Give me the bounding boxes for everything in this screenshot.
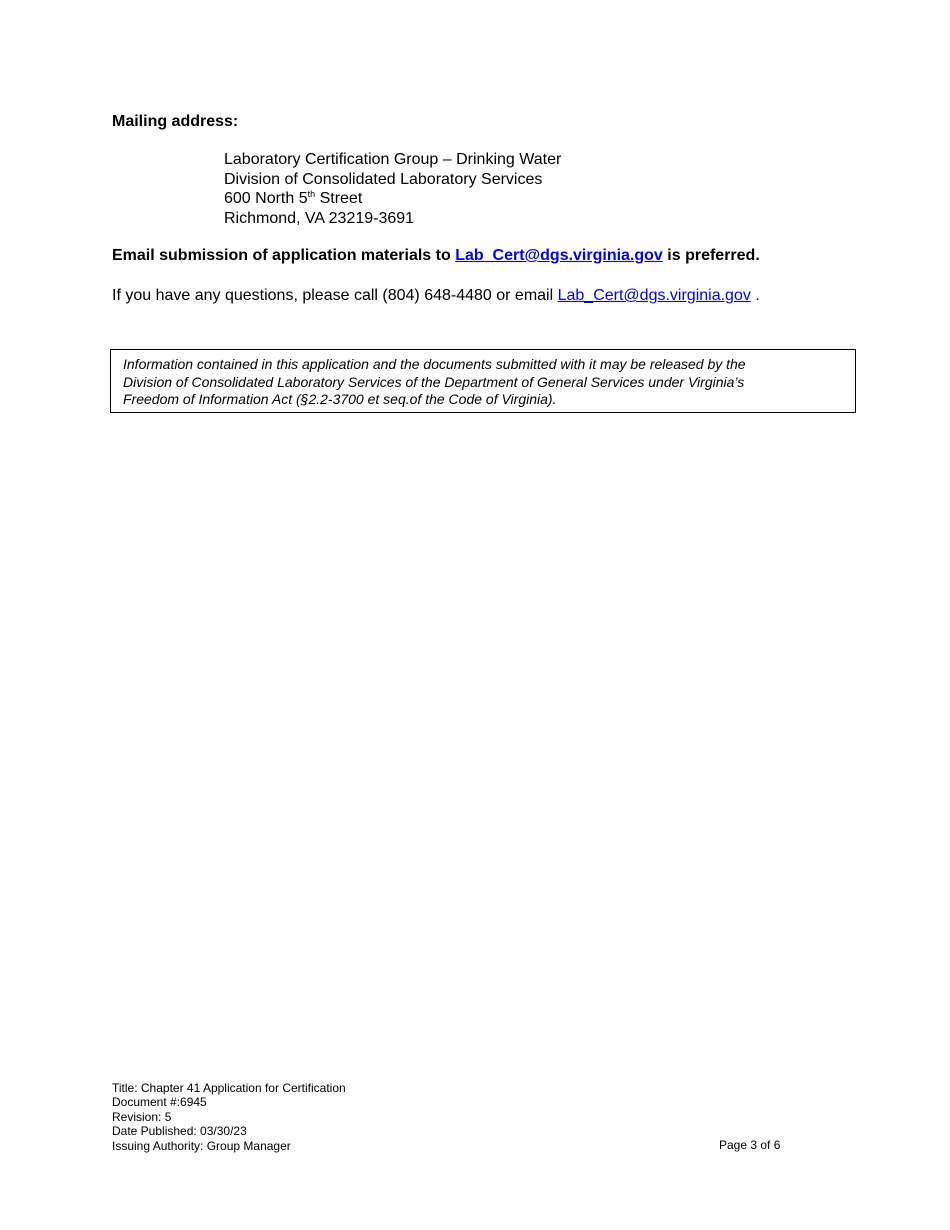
footer-date-published: Date Published: 03/30/23 [112,1124,247,1139]
footer-revision: Revision: 5 [112,1109,172,1124]
page-number: Page 3 of 6 [719,1138,781,1152]
address-line-3 [224,189,561,209]
ordinal-suffix: th [307,189,316,199]
foia-notice-line-3: Freedom of Information Act (§2.2-3700 et seq.of the Code of Virginia). [123,391,557,407]
street-number: 600 North 5 [224,190,308,207]
questions-email-link[interactable]: Lab_Cert@dgs.virginia.gov [557,287,751,304]
mailing-address-heading: Mailing address: [112,113,239,130]
email-submission-link[interactable]: Lab_Cert@dgs.virginia.gov [455,247,663,264]
address-line-2: Division of Consolidated Laboratory Services [224,170,543,188]
foia-notice-box [110,349,856,413]
footer-issuing-authority: Issuing Authority: Group Manager [112,1138,291,1153]
questions-prefix: If you have any questions, please call (804) 648-4480 or email [112,287,558,304]
email-submission-notice [112,246,760,265]
footer-document-number: Document #:6945 [112,1095,207,1110]
mailing-address-block [224,150,561,228]
address-line-1: Laboratory Certification Group – Drinking Water [224,151,562,168]
footer-title: Title: Chapter 41 Application for Certification [112,1081,346,1095]
email-submission-suffix: is preferred. [662,247,760,264]
questions-suffix: . [750,287,760,304]
foia-notice-line-2: Division of Consolidated Laboratory Services of the Department of General Services under Virginia’s [123,373,745,390]
questions-contact-line [112,286,760,305]
document-footer [112,1081,346,1153]
email-submission-prefix: Email submission of application materials to [112,247,456,264]
street-name: Street [315,190,363,207]
address-line-4: Richmond, VA 23219-3691 [224,209,415,227]
foia-notice-line-1: Information contained in this application and the documents submitted with it may be released by the [123,356,746,372]
